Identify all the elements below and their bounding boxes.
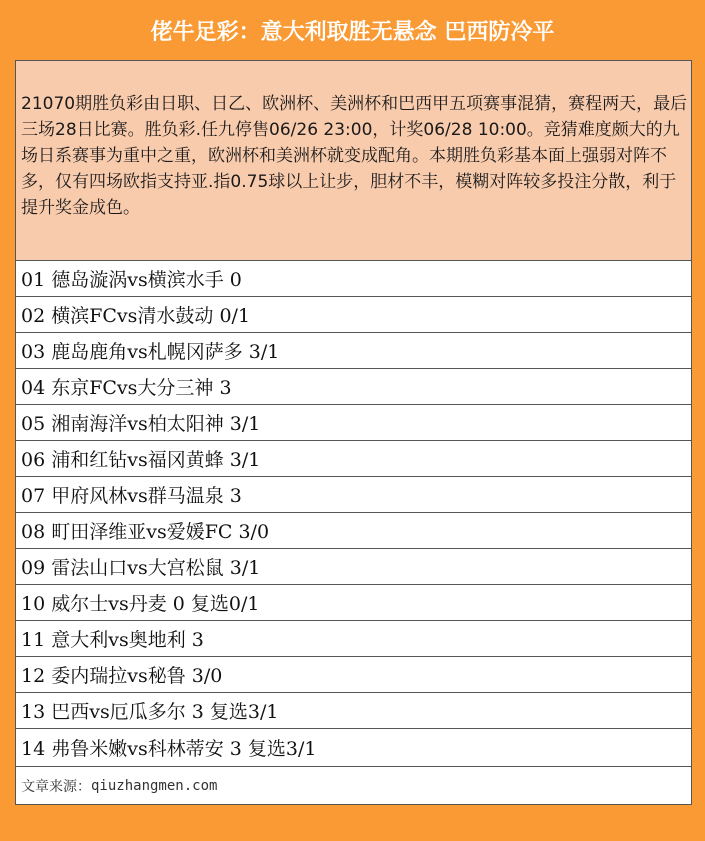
source-label: 文章来源： bbox=[21, 778, 91, 795]
match-row-02: 02 横滨FCvs清水鼓动 0/1 bbox=[16, 297, 691, 333]
match-row-09: 09 雷法山口vs大宫松鼠 3/1 bbox=[16, 549, 691, 585]
match-row-12: 12 委内瑞拉vs秘鲁 3/0 bbox=[16, 657, 691, 693]
match-row-06: 06 浦和红钻vs福冈黄蜂 3/1 bbox=[16, 441, 691, 477]
match-row-11: 11 意大利vs奥地利 3 bbox=[16, 621, 691, 657]
match-row-07: 07 甲府风林vs群马温泉 3 bbox=[16, 477, 691, 513]
source-link[interactable]: qiuzhangmen.com bbox=[91, 777, 218, 794]
match-row-05: 05 湘南海洋vs柏太阳神 3/1 bbox=[16, 405, 691, 441]
match-row-04: 04 东京FCvs大分三神 3 bbox=[16, 369, 691, 405]
article-panel bbox=[15, 60, 692, 805]
match-row-10: 10 威尔士vs丹麦 0 复选0/1 bbox=[16, 585, 691, 621]
match-row-14: 14 弗鲁米嫩vs科林蒂安 3 复选3/1 bbox=[16, 729, 691, 767]
match-row-13: 13 巴西vs厄瓜多尔 3 复选3/1 bbox=[16, 693, 691, 729]
article-source bbox=[16, 767, 691, 804]
match-row-03: 03 鹿岛鹿角vs札幌冈萨多 3/1 bbox=[16, 333, 691, 369]
summary-text: 21070期胜负彩由日职、日乙、欧洲杯、美洲杯和巴西甲五项赛事混猜，赛程两天，最后三场28日比赛。胜负彩.任九停售06/26 23:00，计奖06/28 10:00。竞猜难度颇大的九场日系赛事为重中之重，欧洲杯和美洲杯就变成配角。本期胜负彩基本面上强弱对阵不多，仅有四场欧指支持亚.指0.75球以上让步，胆材不丰，模糊对阵较多投注分散，利于提升奖金成色。 bbox=[16, 61, 691, 261]
match-row-08: 08 町田泽维亚vs爱媛FC 3/0 bbox=[16, 513, 691, 549]
page-title: 佬牛足彩：意大利取胜无悬念 巴西防冷平 bbox=[150, 19, 555, 45]
match-row-01: 01 德岛漩涡vs横滨水手 0 bbox=[16, 261, 691, 297]
